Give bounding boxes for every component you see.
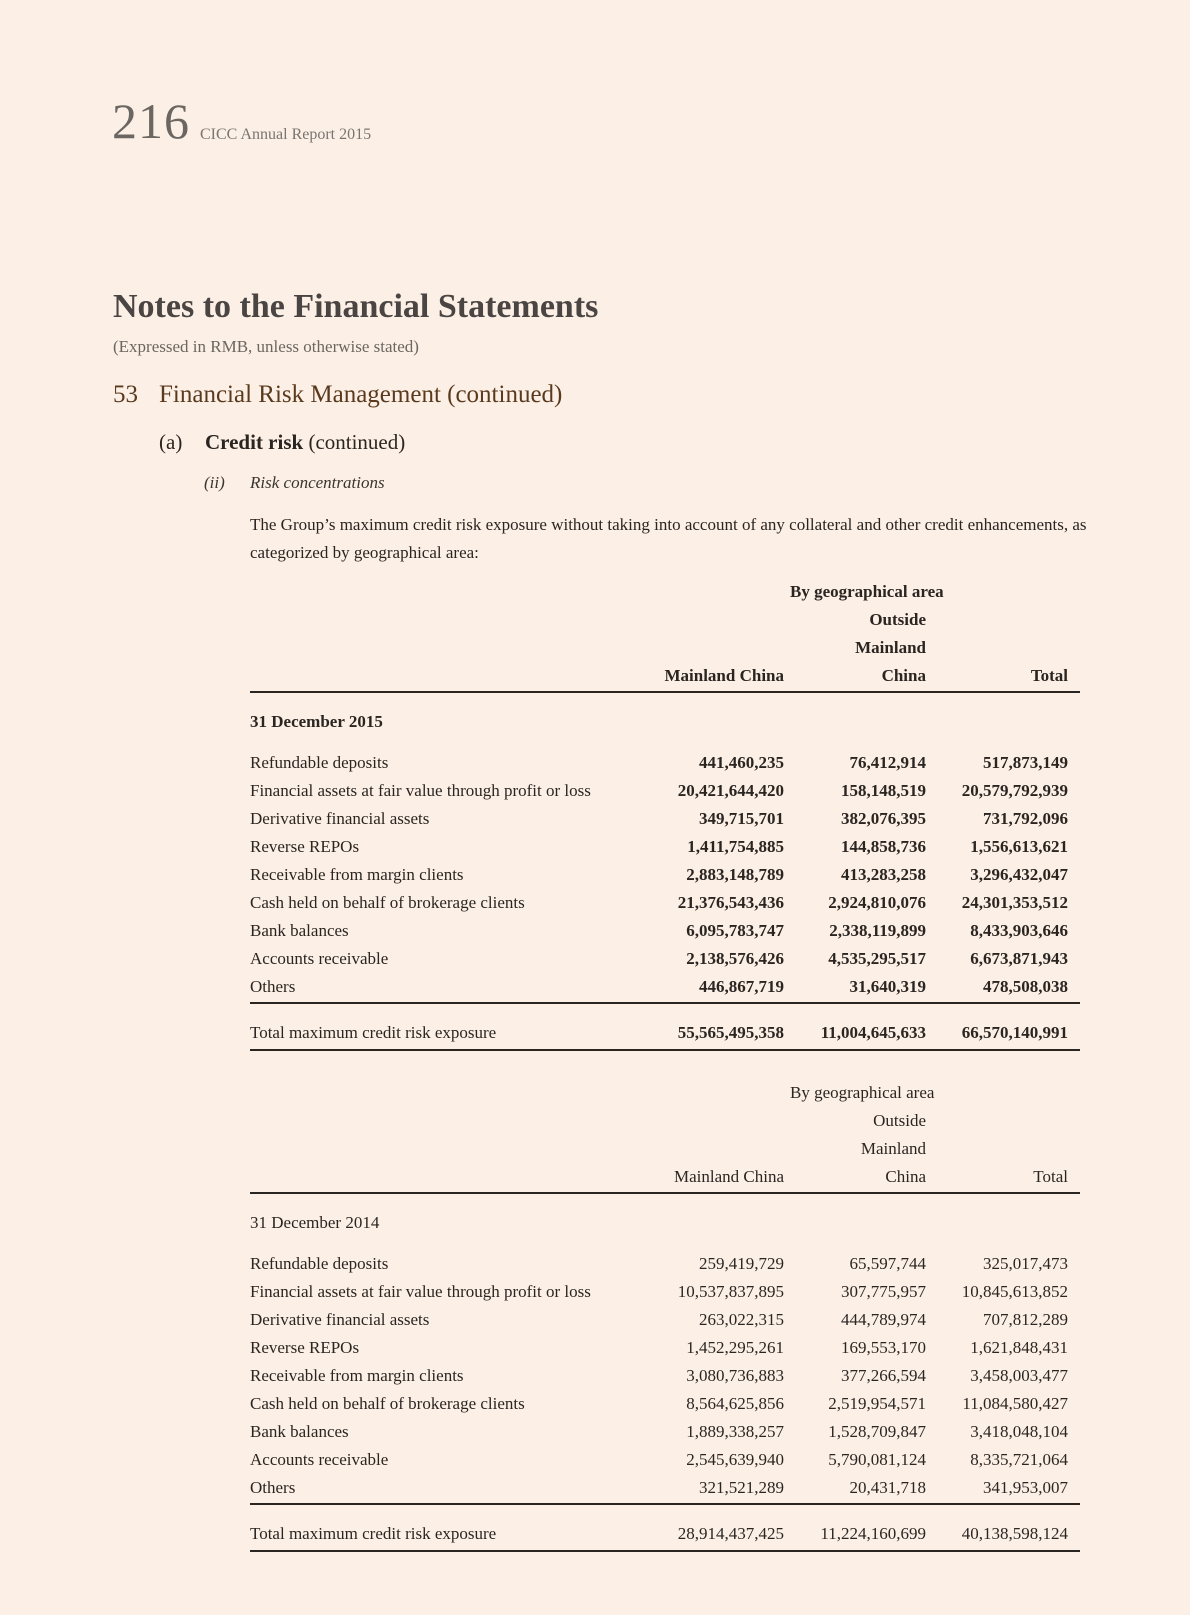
mainland-value: 20,421,644,420 [677, 781, 784, 800]
column-header-outside-2: Mainland [855, 638, 926, 657]
mainland-value: 1,889,338,257 [686, 1422, 784, 1441]
total-value: 20,579,792,939 [961, 781, 1068, 800]
mainland-value: 6,095,783,747 [686, 921, 784, 940]
section-number: 53 [113, 381, 138, 408]
table-row [250, 1366, 1080, 1394]
credit-risk-table-2015 [250, 578, 1080, 1042]
mainland-value: 2,138,576,426 [686, 949, 784, 968]
table-row [250, 977, 1080, 1005]
mainland-value: 1,411,754,885 [687, 837, 784, 856]
page-title: Notes to the Financial Statements [113, 288, 599, 325]
table-row [250, 753, 1080, 781]
mainland-total: 28,914,437,425 [677, 1524, 784, 1543]
outside-total: 11,004,645,633 [820, 1023, 926, 1042]
table-row [250, 893, 1080, 921]
outside-value: 4,535,295,517 [828, 949, 926, 968]
mainland-value: 263,022,315 [699, 1310, 784, 1329]
total-row-label: Total maximum credit risk exposure [250, 1023, 497, 1042]
total-value: 3,458,003,477 [970, 1366, 1068, 1385]
table-row [250, 809, 1080, 837]
outside-value: 1,528,709,847 [828, 1422, 926, 1441]
outside-value: 20,431,718 [849, 1478, 926, 1497]
page-number: 216 [112, 93, 190, 149]
mainland-value: 446,867,719 [699, 977, 784, 996]
row-label: Refundable deposits [250, 1254, 389, 1273]
mainland-value: 349,715,701 [699, 809, 784, 828]
total-row-label: Total maximum credit risk exposure [250, 1524, 497, 1543]
grand-total: 40,138,598,124 [961, 1524, 1068, 1543]
column-header-total: Total [1030, 666, 1068, 685]
total-value: 8,433,903,646 [970, 921, 1068, 940]
column-header-outside-3: China [885, 1167, 926, 1186]
row-label: Derivative financial assets [250, 809, 430, 828]
grand-total: 66,570,140,991 [961, 1023, 1068, 1042]
total-rule [250, 1550, 1080, 1552]
total-value: 11,084,580,427 [962, 1394, 1068, 1413]
total-value: 1,621,848,431 [970, 1338, 1068, 1357]
column-header-outside-1: Outside [873, 1111, 926, 1130]
page-subtitle: (Expressed in RMB, unless otherwise stated) [113, 337, 419, 356]
mainland-total: 55,565,495,358 [677, 1023, 784, 1042]
table-header [250, 578, 1080, 698]
subsection-title-rest: (continued) [303, 430, 406, 454]
table-row [250, 949, 1080, 977]
total-value: 6,673,871,943 [970, 949, 1068, 968]
subsection-marker: (a) [159, 430, 183, 454]
total-value: 478,508,038 [983, 977, 1068, 996]
outside-value: 169,553,170 [841, 1338, 926, 1357]
table-row [250, 1282, 1080, 1310]
outside-value: 76,412,914 [849, 753, 926, 772]
column-header-outside-3: China [881, 666, 926, 685]
table-header [250, 1079, 1080, 1199]
mainland-value: 259,419,729 [699, 1254, 784, 1273]
total-value: 24,301,353,512 [961, 893, 1068, 912]
column-header-outside-2: Mainland [860, 1139, 926, 1158]
total-value: 1,556,613,621 [970, 837, 1068, 856]
row-label: Reverse REPOs [250, 837, 360, 856]
table-row [250, 837, 1080, 865]
table-row [250, 865, 1080, 893]
period-label-row [250, 1213, 1080, 1241]
period-label: 31 December 2014 [250, 1213, 380, 1232]
credit-risk-table-2014 [250, 1079, 1080, 1543]
total-row [250, 1023, 1080, 1051]
mainland-value: 2,545,639,940 [686, 1450, 784, 1469]
outside-value: 413,283,258 [841, 865, 926, 884]
group-header: By geographical area [790, 582, 944, 601]
period-label-row [250, 712, 1080, 740]
row-label: Cash held on behalf of brokerage clients [250, 893, 525, 912]
total-value: 3,418,048,104 [970, 1422, 1068, 1441]
row-label: Financial assets at fair value through profit or loss [250, 1282, 591, 1301]
total-row [250, 1524, 1080, 1552]
table-row [250, 1338, 1080, 1366]
sub-subsection-marker: (ii) [204, 473, 225, 492]
group-header: By geographical area [790, 1083, 935, 1102]
total-value: 707,812,289 [983, 1310, 1068, 1329]
row-label: Derivative financial assets [250, 1310, 430, 1329]
total-value: 325,017,473 [983, 1254, 1068, 1273]
mainland-value: 10,537,837,895 [677, 1282, 784, 1301]
row-label: Accounts receivable [250, 949, 389, 968]
column-header-total: Total [1033, 1167, 1068, 1186]
table-row [250, 1422, 1080, 1450]
total-value: 731,792,096 [983, 809, 1068, 828]
outside-value: 31,640,319 [849, 977, 926, 996]
subtotal-rule [250, 1002, 1080, 1004]
row-label: Financial assets at fair value through profit or loss [250, 781, 591, 800]
outside-value: 2,924,810,076 [828, 893, 926, 912]
table-row [250, 1478, 1080, 1506]
table-row [250, 781, 1080, 809]
row-label: Reverse REPOs [250, 1338, 360, 1357]
table-row [250, 921, 1080, 949]
row-label: Accounts receivable [250, 1450, 389, 1469]
outside-value: 444,789,974 [841, 1310, 926, 1329]
subsection-title-bold: Credit risk [205, 430, 304, 454]
outside-value: 158,148,519 [841, 781, 926, 800]
outside-value: 2,519,954,571 [828, 1394, 926, 1413]
outside-total: 11,224,160,699 [820, 1524, 926, 1543]
row-label: Receivable from margin clients [250, 1366, 464, 1385]
outside-value: 2,338,119,899 [829, 921, 926, 940]
sub-subsection-title: Risk concentrations [250, 473, 385, 492]
outside-value: 144,858,736 [841, 837, 926, 856]
mainland-value: 2,883,148,789 [686, 865, 784, 884]
intro-paragraph: The Group’s maximum credit risk exposure without taking into account of any collateral and other credit enhancements, as categorized by geographical area: [250, 515, 1087, 562]
total-rule [250, 1049, 1080, 1051]
report-title: CICC Annual Report 2015 [200, 126, 372, 143]
header-rule [250, 1192, 1080, 1194]
row-label: Bank balances [250, 1422, 349, 1441]
subsection-title [205, 430, 405, 455]
mainland-value: 441,460,235 [699, 753, 784, 772]
table-row [250, 1394, 1080, 1422]
total-value: 517,873,149 [983, 753, 1068, 772]
row-label: Refundable deposits [250, 753, 389, 772]
column-header-mainland: Mainland China [664, 666, 784, 685]
outside-value: 382,076,395 [841, 809, 926, 828]
row-label: Cash held on behalf of brokerage clients [250, 1394, 525, 1413]
total-value: 341,953,007 [983, 1478, 1068, 1497]
column-header-outside-1: Outside [869, 610, 926, 629]
table-row [250, 1254, 1080, 1282]
subtotal-rule [250, 1503, 1080, 1505]
mainland-value: 21,376,543,436 [677, 893, 784, 912]
outside-value: 65,597,744 [849, 1254, 926, 1273]
column-header-mainland: Mainland China [673, 1167, 784, 1186]
row-label: Bank balances [250, 921, 349, 940]
total-value: 3,296,432,047 [970, 865, 1068, 884]
mainland-value: 3,080,736,883 [686, 1366, 784, 1385]
mainland-value: 1,452,295,261 [686, 1338, 784, 1357]
total-value: 8,335,721,064 [970, 1450, 1068, 1469]
header-rule [250, 691, 1080, 693]
outside-value: 5,790,081,124 [828, 1450, 926, 1469]
mainland-value: 8,564,625,856 [686, 1394, 784, 1413]
period-label: 31 December 2015 [250, 712, 383, 731]
row-label: Others [250, 1478, 296, 1497]
section-title: Financial Risk Management (continued) [159, 381, 563, 408]
row-label: Receivable from margin clients [250, 865, 464, 884]
table-row [250, 1450, 1080, 1478]
mainland-value: 321,521,289 [699, 1478, 784, 1497]
outside-value: 307,775,957 [841, 1282, 926, 1301]
table-row [250, 1310, 1080, 1338]
total-value: 10,845,613,852 [961, 1282, 1068, 1301]
outside-value: 377,266,594 [841, 1366, 926, 1385]
row-label: Others [250, 977, 296, 996]
